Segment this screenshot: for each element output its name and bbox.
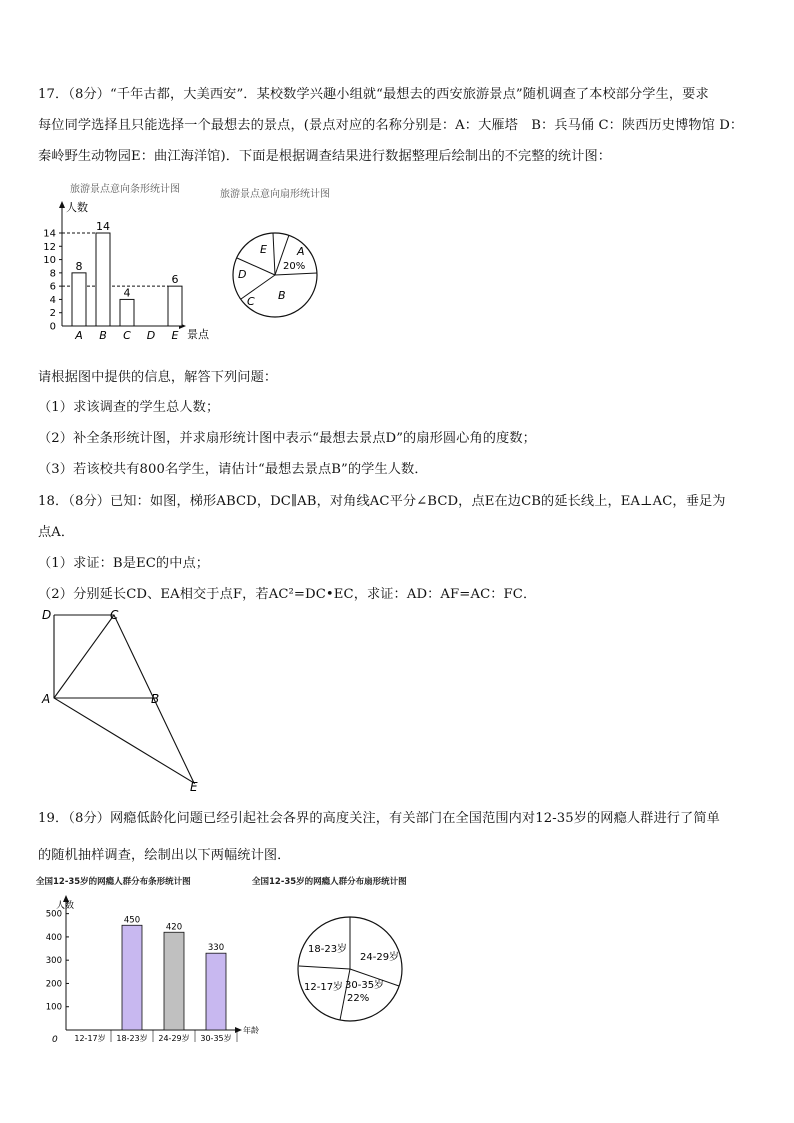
q19-line-2: 的随机抽样调查，绘制出以下两幅统计图． bbox=[38, 848, 291, 863]
y-tick-label: 500 bbox=[45, 909, 62, 920]
y-axis-arrow bbox=[59, 201, 65, 208]
y-tick-label: 12 bbox=[43, 241, 56, 253]
y-tick-label: 14 bbox=[43, 228, 56, 240]
y-tick-label: 2 bbox=[49, 308, 56, 320]
age-bar-value-label: 330 bbox=[207, 943, 225, 954]
point-e-label: E bbox=[190, 780, 198, 794]
y-tick-label: 400 bbox=[45, 932, 62, 943]
q18-line-2: 点A． bbox=[38, 525, 75, 540]
bar-value-label: 4 bbox=[123, 286, 131, 300]
pie-label-c: C bbox=[247, 295, 255, 308]
q18-part-1: （1）求证：B是EC的中点； bbox=[38, 556, 210, 571]
diagonal-ac bbox=[54, 615, 114, 698]
age-pie-chart bbox=[250, 872, 450, 1047]
pie-label-e: E bbox=[260, 243, 267, 256]
bar-c bbox=[120, 299, 134, 326]
q17-part-2: （2）补全条形统计图，并求扇形统计图中表示“最想去景点D”的扇形圆心角的度数； bbox=[38, 431, 536, 446]
q18-part-2: （2）分别延长CD、EA相交于点F，若AC²=DC•EC，求证：AD：AF=AC：FC． bbox=[38, 587, 537, 602]
q17-prompt: 请根据图中提供的信息，解答下列问题： bbox=[38, 370, 278, 385]
scenic-bar-plot bbox=[43, 200, 210, 342]
scenic-bar-chart bbox=[40, 178, 215, 348]
x-axis-label: 年龄 bbox=[243, 1026, 259, 1035]
y-tick-label: 200 bbox=[45, 979, 62, 990]
age-pie-title: 全国12-35岁的网瘾人群分布扇形统计图 bbox=[252, 877, 407, 887]
trapezoid-figure bbox=[36, 605, 211, 795]
age-bar-value-label: 420 bbox=[165, 922, 183, 933]
age-pie-label-30-35: 30-35岁 bbox=[345, 980, 385, 991]
y-tick-label: 8 bbox=[49, 268, 56, 280]
bar-a bbox=[72, 273, 86, 326]
age-pie-label-18-23: 18-23岁 bbox=[308, 944, 348, 955]
scenic-bar-title: 旅游景点意向条形统计图 bbox=[70, 184, 180, 195]
age-bar bbox=[206, 953, 226, 1030]
age-pie-label-22-percent: 22% bbox=[347, 993, 370, 1004]
y-axis-label: 人数 bbox=[56, 901, 75, 911]
y-tick-label: 6 bbox=[49, 281, 56, 293]
y-tick-label: 0 bbox=[49, 321, 56, 333]
x-tick-label: D bbox=[146, 329, 156, 342]
q17-line-3: 秦岭野生动物园E：曲江海洋馆)．下面是根据调查结果进行数据整理后绘制出的不完整的统计图： bbox=[38, 149, 612, 164]
age-bar bbox=[122, 925, 142, 1030]
x-tick-label: B bbox=[99, 329, 107, 342]
age-x-tick-label: 12-17岁 bbox=[74, 1034, 106, 1043]
point-c-label: C bbox=[110, 608, 119, 622]
age-bar-chart bbox=[36, 872, 259, 1052]
scenic-pie-title: 旅游景点意向扇形统计图 bbox=[220, 189, 330, 200]
bar-value-label: 8 bbox=[75, 259, 83, 273]
trapezoid-outline bbox=[54, 615, 194, 783]
age-pie-label-12-17: 12-17岁 bbox=[304, 982, 344, 993]
x-tick-label: A bbox=[75, 329, 83, 342]
bar-b bbox=[96, 233, 110, 326]
bar-e bbox=[168, 286, 182, 326]
age-x-tick-label: 30-35岁 bbox=[200, 1034, 232, 1043]
x-axis-arrow bbox=[235, 1027, 242, 1033]
pie-label-b: B bbox=[278, 289, 286, 302]
x-axis-label: 景点 bbox=[187, 328, 209, 341]
q18-line-1: 18．（8分）已知：如图，梯形ABCD，DC∥AB，对角线AC平分∠BCD，点E在边CB的延长线上，EA⊥AC，垂足为 bbox=[38, 494, 726, 509]
age-bar-title: 全国12-35岁的网瘾人群分布条形统计图 bbox=[36, 877, 191, 887]
age-x-tick-label: 18-23岁 bbox=[116, 1034, 148, 1043]
age-bar-plot bbox=[46, 895, 259, 1045]
y-tick-label: 10 bbox=[43, 255, 56, 267]
bar-value-label: 6 bbox=[171, 273, 179, 287]
age-x-tick-label: 24-29岁 bbox=[158, 1034, 190, 1043]
y-tick-label: 100 bbox=[45, 1002, 62, 1013]
y-axis-label: 人数 bbox=[66, 201, 88, 214]
age-pie-label-24-29: 24-29岁 bbox=[360, 952, 400, 963]
age-bar bbox=[164, 932, 184, 1030]
point-a-label: A bbox=[42, 692, 51, 706]
q17-line-2: 每位同学选择且只能选择一个最想去的景点，(景点对应的名称分别是：A：大雁塔 B：兵马俑 C：陕西历史博物馆 D： bbox=[38, 118, 744, 133]
q19-line-1: 19．（8分）网瘾低龄化问题已经引起社会各界的高度关注，有关部门在全国范围内对12-35岁的网瘾人群进行了简单 bbox=[38, 811, 720, 826]
point-d-label: D bbox=[42, 608, 52, 622]
bar-value-label: 14 bbox=[96, 220, 110, 233]
scenic-pie-chart bbox=[215, 183, 340, 343]
point-b-label: B bbox=[151, 692, 160, 706]
q17-part-3: （3）若该校共有800名学生，请估计“最想去景点B”的学生人数． bbox=[38, 462, 428, 477]
pie-label-a: A bbox=[297, 245, 305, 258]
x-tick-label: C bbox=[123, 329, 131, 342]
y-tick-label: 300 bbox=[45, 956, 62, 967]
age-bar-value-label: 450 bbox=[123, 915, 141, 926]
q17-part-1: （1）求该调查的学生总人数； bbox=[38, 400, 220, 415]
pie-label-a-percent: 20% bbox=[283, 261, 306, 272]
q17-line-1: 17．（8分）“千年古都，大美西安”．某校数学兴趣小组就“最想去的西安旅游景点”随机调查了本校部分学生，要求 bbox=[38, 87, 709, 102]
y-tick-label: 4 bbox=[49, 294, 56, 306]
origin-label: 0 bbox=[52, 1035, 58, 1045]
pie-label-d: D bbox=[238, 268, 247, 281]
x-tick-label: E bbox=[171, 329, 179, 342]
